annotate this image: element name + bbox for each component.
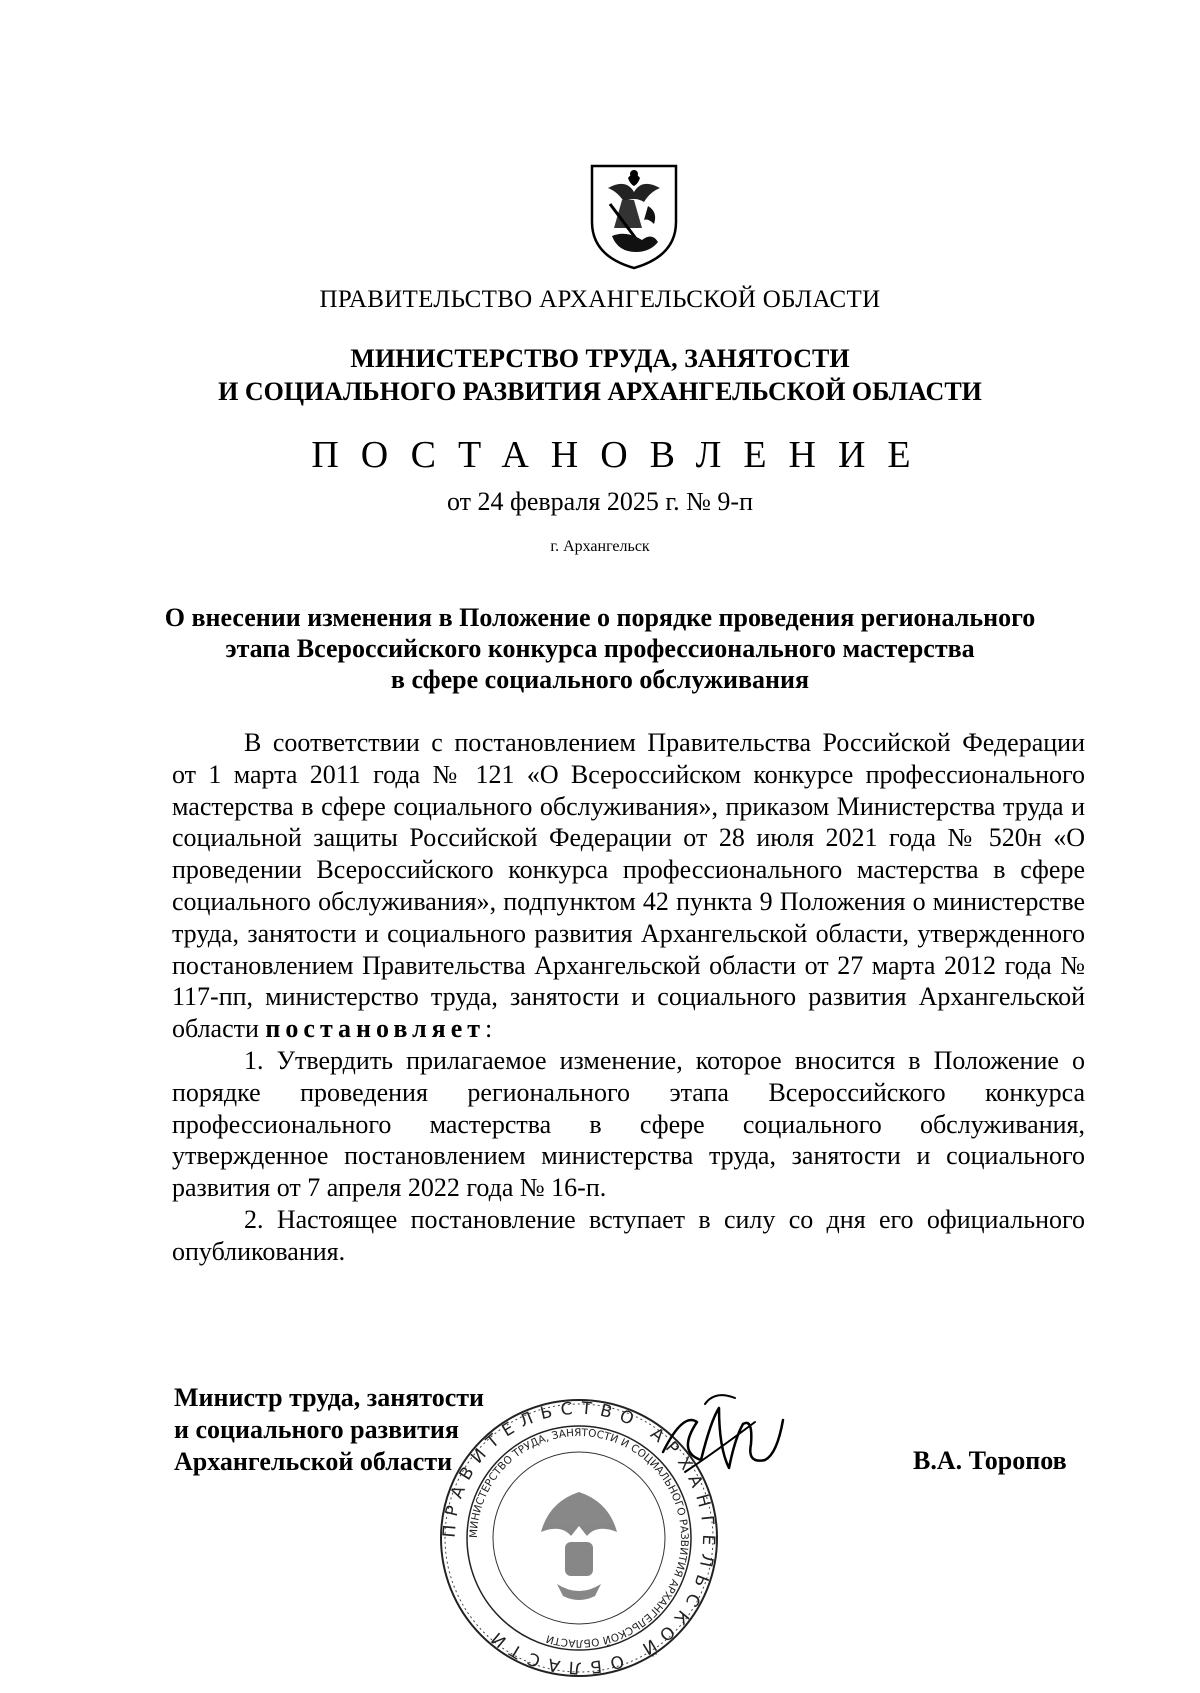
date-number: от 24 февраля 2025 г. № 9-п [447,487,753,516]
city: г. Архангельск [550,538,650,555]
seal-emblem-icon [541,1492,617,1600]
item-2: 2. Настоящее постановление вступает в силу со дня его официального опубликования. [172,1204,1085,1266]
coat-of-arms-icon [588,160,680,272]
subject-line2: этапа Всероссийского конкурса профессионального мастерства [225,634,975,663]
signatory-title [174,1382,484,1478]
resolves-word: постановляет [265,1014,486,1044]
ministry-title-line2: И СОЦИАЛЬНОГО РАЗВИТИЯ АРХАНГЕЛЬСКОЙ ОБЛАСТИ [218,377,982,406]
document-subject [0,602,1200,695]
signatory-title-line2: и социального развития [174,1415,459,1444]
resolves-colon: : [485,1014,493,1044]
signatory-title-line3: Архангельской области [174,1447,453,1476]
signatory-name: В.А. Торопов [913,1446,1067,1475]
preamble-text: В соответствии с постановлением Правительства Российской Федерации от 1 марта 2011 года № 121 «О Всероссийском конкурсе профессионального мастерства в сфере социального обслуживания», приказом Министерства труда и социальной защиты Российской Федерации от 28 июля 2021 года № 520н «О проведении Всероссийского конкурса профессионального мастерства в сфере социального обслуживания», подпунктом 42 пункта 9 Положения о министерстве труда, занятости и социального развития Архангельской области, утвержденного постановлением Правительства Архангельской области от 27 марта 2012 года № 117-пп, министерство труда, занятости и социального развития Архангельской области [172,728,1085,1044]
item-1: 1. Утвердить прилагаемое изменение, которое вносится в Положение о порядке проведения регионального этапа Всероссийского конкурса профессионального мастерства в сфере социального обслуживания, утвержденное постановлением министерства труда, занятости и социального развития от 7 апреля 2022 года № 16-п. [172,1045,1085,1203]
subject-line3: в сфере социального обслуживания [390,665,810,694]
signatory-title-line1: Министр труда, занятости [174,1383,485,1412]
subject-line1: О внесении изменения в Положение о порядке проведения регионального [164,603,1036,632]
seal-inner-text: МИНИСТЕРСТВО ТРУДА, ЗАНЯТОСТИ И СОЦИАЛЬНОГО РАЗВИТИЯ АРХАНГЕЛЬСКОЙ ОБЛАСТИ [467,1426,691,1650]
ministry-title-line1: МИНИСТЕРСТВО ТРУДА, ЗАНЯТОСТИ [350,344,850,373]
handwritten-signature-icon [655,1382,785,1502]
document-body [172,727,1085,1268]
preamble-paragraph [172,727,1085,1045]
seal-outer-text: ПРАВИТЕЛЬСТВО АРХАНГЕЛЬСКОЙ ОБЛАСТИ [439,1398,719,1678]
document-type: ПОСТАНОВЛЕНИЕ [311,434,933,476]
ministry-title [0,342,1200,408]
government-title: ПРАВИТЕЛЬСТВО АРХАНГЕЛЬСКОЙ ОБЛАСТИ [319,286,881,313]
